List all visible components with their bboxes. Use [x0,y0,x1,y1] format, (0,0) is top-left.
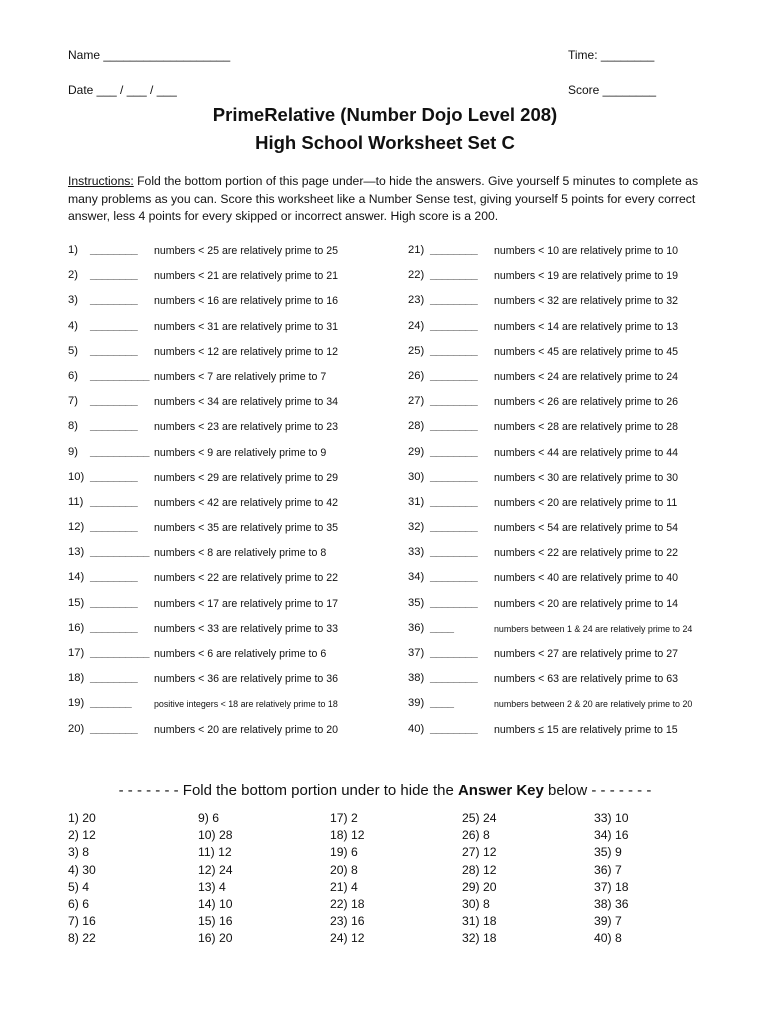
answer-blank[interactable]: __________ [90,647,150,659]
answer-key-entry: 36) 7 [594,862,622,877]
problem-number: 3) [68,294,78,307]
answer-blank[interactable]: ________ [430,269,478,282]
answer-blank[interactable]: ________ [90,495,138,508]
answer-key-entry: 11) 12 [198,845,232,860]
answer-key-entry: 39) 7 [594,914,622,929]
answer-key-entry: 34) 16 [594,828,629,843]
problem-text: numbers < 32 are relatively prime to 32 [494,295,679,308]
answer-key-entry: 8) 22 [68,931,96,946]
answer-blank[interactable]: __________ [90,445,150,458]
problem-number: 29) [408,445,425,458]
problem-row [68,269,368,294]
answer-key-entry: 29) 20 [462,879,497,894]
problem-text: numbers < 27 are relatively prime to 27 [494,648,679,660]
problem-text: numbers < 7 are relatively prime to 7 [154,370,327,383]
answer-blank[interactable]: ________ [90,319,138,332]
answer-blank[interactable]: ________ [90,470,138,483]
problem-number: 18) [68,672,85,685]
problem-number: 28) [408,420,425,433]
answer-blank[interactable]: ________ [90,269,138,282]
answer-key-entry: 9) 6 [198,811,220,825]
problem-row [408,723,708,748]
date-score-row [68,83,658,97]
problem-row [408,269,708,294]
problem-row [68,697,368,722]
problem-text: numbers < 63 are relatively prime to 63 [494,673,679,686]
answer-blank[interactable]: ________ [90,672,138,685]
name-time-row [68,48,658,62]
fold-text-bold: Answer Key [457,782,544,799]
problem-row [408,446,708,471]
answer-key-entry: 23) 16 [330,914,365,929]
problem-row [68,294,368,319]
worksheet-title: PrimeRelative (Number Dojo Level 208) [212,104,558,125]
problem-text: numbers < 12 are relatively prime to 12 [154,345,339,358]
answer-blank[interactable]: ________ [430,420,478,433]
answer-key-entry: 3) 8 [68,845,90,860]
problem-number: 5) [68,344,78,357]
answer-key-entry: 12) 24 [198,862,233,877]
problem-text: numbers < 35 are relatively prime to 35 [154,522,339,535]
answer-blank[interactable]: ________ [430,395,478,408]
answer-key-entry: 22) 18 [330,897,365,912]
problem-text: numbers < 26 are relatively prime to 26 [494,396,679,409]
answer-blank[interactable]: ________ [430,244,478,256]
answer-key-entry: 6) 6 [68,897,90,912]
problem-text: numbers < 8 are relatively prime to 8 [154,547,327,560]
problem-number: 13) [68,546,85,559]
problem-text: numbers < 17 are relatively prime to 17 [154,597,339,610]
name-field[interactable]: Name ___________________ [68,48,231,62]
problem-row [408,496,708,521]
answer-blank[interactable]: ________ [430,722,478,735]
answer-blank[interactable]: ________ [90,621,138,634]
answer-key-entry: 26) 8 [462,828,490,843]
problem-row [68,471,368,496]
problem-text: numbers < 10 are relatively prime to 10 [494,245,679,257]
answer-key-column [68,810,96,948]
problem-number: 19) [68,697,85,710]
answer-blank[interactable]: _______ [90,697,132,710]
problem-number: 16) [68,621,85,634]
problem-text: numbers < 14 are relatively prime to 13 [494,320,679,333]
answer-blank[interactable]: __________ [90,369,150,382]
answer-key-entry: 25) 24 [462,811,497,825]
answer-blank[interactable]: ________ [430,294,478,307]
answer-blank[interactable]: ________ [90,596,138,609]
problem-row [408,471,708,496]
answer-key-entry: 20) 8 [330,862,358,877]
answer-key-entry: 27) 12 [462,845,497,860]
problem-text: numbers < 19 are relatively prime to 19 [494,270,679,283]
answer-key-entry: 40) 8 [594,931,622,946]
problem-row [408,697,708,722]
answer-blank[interactable]: ________ [430,647,478,659]
problem-row [68,446,368,471]
answer-blank[interactable]: ________ [90,244,138,256]
problem-number: 36) [408,621,425,634]
fold-text-prefix: - - - - - - - Fold the bottom portion under to hide the [118,782,458,799]
problem-text: numbers < 22 are relatively prime to 22 [154,572,339,585]
answer-blank[interactable]: ________ [430,596,478,609]
problem-row [68,345,368,370]
problem-row [408,597,708,622]
problem-text: numbers < 25 are relatively prime to 25 [154,245,339,257]
answer-blank[interactable]: ________ [430,521,478,534]
answer-key-entry: 4) 30 [68,862,96,877]
problem-number: 27) [408,395,425,408]
problem-number: 30) [408,470,425,483]
answer-key-entry: 17) 2 [330,811,358,825]
problem-text: numbers ≤ 15 are relatively prime to 15 [494,723,678,736]
problem-text: numbers < 20 are relatively prime to 20 [154,723,339,736]
problem-text: numbers < 54 are relatively prime to 54 [494,522,679,535]
answer-key-entry: 32) 18 [462,931,497,946]
problem-number: 17) [68,647,85,659]
problem-row [408,320,708,345]
fold-line [0,782,770,799]
problem-row [68,672,368,697]
problem-text: numbers < 40 are relatively prime to 40 [494,572,679,585]
problem-number: 12) [68,521,85,534]
problem-number: 2) [68,269,78,282]
problem-row [408,370,708,395]
problem-row [68,370,368,395]
problem-number: 9) [68,445,78,458]
problem-text: numbers < 42 are relatively prime to 42 [154,496,339,509]
answer-blank[interactable]: ________ [90,395,138,408]
worksheet-subtitle: High School Worksheet Set C [255,132,515,153]
answer-blank[interactable]: ____ [430,621,454,634]
problem-number: 37) [408,647,425,659]
problem-number: 35) [408,596,425,609]
fold-text-suffix: below - - - - - - - [543,782,652,799]
problem-number: 24) [408,319,425,332]
problem-number: 31) [408,495,425,508]
problem-text: numbers between 2 & 20 are relatively prime to 20 [494,699,693,710]
problem-text: numbers < 33 are relatively prime to 33 [154,622,339,635]
problem-number: 38) [408,672,425,685]
answer-key-entry: 15) 16 [198,914,233,929]
problem-column-right [408,244,708,748]
answer-key-entry: 18) 12 [330,828,365,843]
problem-row [408,244,708,269]
problem-number: 40) [408,722,425,735]
problem-text: numbers < 24 are relatively prime to 24 [494,370,679,383]
problem-number: 8) [68,420,78,433]
score-field[interactable]: Score ________ [568,83,657,97]
answer-blank[interactable]: ________ [430,546,478,559]
problem-row [408,546,708,571]
answer-key-entry: 37) 18 [594,879,629,894]
answer-key-entry: 7) 16 [68,914,96,929]
problem-number: 20) [68,722,85,735]
problem-number: 6) [68,369,78,382]
problem-number: 1) [68,244,78,256]
problem-text: numbers < 23 are relatively prime to 23 [154,421,339,434]
answer-key-column [462,810,497,948]
problem-text: numbers < 20 are relatively prime to 11 [494,496,678,509]
problem-row [408,294,708,319]
instructions-label: Instructions: [68,174,134,188]
answer-blank[interactable]: ________ [430,672,478,685]
problem-row [408,420,708,445]
problem-number: 11) [68,495,84,508]
problem-row [68,395,368,420]
answer-blank[interactable]: ________ [90,420,138,433]
problem-row [68,420,368,445]
answer-blank[interactable]: ____ [430,697,454,710]
answer-key-entry: 10) 28 [198,828,233,843]
problem-number: 34) [408,571,425,584]
problem-text: numbers between 1 & 24 are relatively prime to 24 [494,623,693,634]
problem-number: 33) [408,546,425,559]
problem-text: numbers < 30 are relatively prime to 30 [494,471,679,484]
instructions-text: Fold the bottom portion of this page under—to hide the answers. Give yourself 5 minutes to complete as many problems as you can. Score this worksheet like a Number Sense test, giving yourself 5 points for every correct answer, less 4 points for every skipped or incorrect answer. High score is a 200. [68,174,699,223]
problem-number: 14) [68,571,85,584]
answer-blank[interactable]: ________ [90,571,138,584]
answer-key-entry: 33) 10 [594,811,629,825]
problem-text: numbers < 16 are relatively prime to 16 [154,295,339,308]
problem-text: numbers < 34 are relatively prime to 34 [154,396,339,409]
date-field[interactable]: Date ___ / ___ / ___ [68,83,177,97]
answer-key-entry: 5) 4 [68,879,90,894]
answer-key-entry: 35) 9 [594,845,622,860]
problem-row [408,395,708,420]
answer-key-entry: 14) 10 [198,897,233,912]
problem-number: 39) [408,697,425,710]
problem-row [68,320,368,345]
problem-row [68,571,368,596]
problem-row [408,571,708,596]
answer-blank[interactable]: ________ [430,445,478,458]
problem-text: numbers < 28 are relatively prime to 28 [494,421,679,434]
problem-text: numbers < 31 are relatively prime to 31 [154,320,339,333]
time-field[interactable]: Time: ________ [568,48,655,62]
problem-number: 21) [408,244,425,256]
answer-blank[interactable]: ________ [90,344,138,357]
answer-blank[interactable]: ________ [430,369,478,382]
problem-text: numbers < 6 are relatively prime to 6 [154,648,327,660]
problem-number: 22) [408,269,425,282]
problem-number: 32) [408,521,425,534]
problem-row [408,647,708,672]
answer-key-entry: 24) 12 [330,931,365,946]
answer-key-entry: 19) 6 [330,845,358,860]
answer-key-column [594,810,629,948]
answer-blank[interactable]: ________ [430,571,478,584]
answer-key-entry: 2) 12 [68,828,96,843]
answer-blank[interactable]: ________ [430,470,478,483]
problem-row [68,597,368,622]
instructions-paragraph [68,173,708,226]
problem-number: 4) [68,319,78,332]
answer-key-column [330,810,365,948]
problem-row [408,521,708,546]
problem-text: numbers < 22 are relatively prime to 22 [494,547,679,560]
problem-row [408,672,708,697]
answer-key-entry: 38) 36 [594,897,629,912]
problem-row [68,521,368,546]
answer-key-entry: 13) 4 [198,879,226,894]
answer-key-entry: 28) 12 [462,862,497,877]
problem-row [68,647,368,672]
problem-row [68,546,368,571]
problem-row [68,723,368,748]
problem-number: 26) [408,369,425,382]
problem-row [408,622,708,647]
answer-key-entry: 1) 20 [68,811,96,825]
problem-row [68,622,368,647]
problem-number: 23) [408,294,425,307]
answer-key-column [198,810,233,948]
answer-blank[interactable]: ________ [90,722,138,735]
problem-text: numbers < 20 are relatively prime to 14 [494,597,679,610]
problem-row [68,244,368,269]
answer-key-entry: 30) 8 [462,897,490,912]
problem-text: numbers < 21 are relatively prime to 21 [154,270,339,283]
problem-number: 7) [68,395,78,408]
problem-text: numbers < 36 are relatively prime to 36 [154,673,339,686]
answer-blank[interactable]: __________ [90,546,150,559]
problem-text: numbers < 9 are relatively prime to 9 [154,446,327,459]
problem-text: numbers < 45 are relatively prime to 45 [494,345,679,358]
answer-blank[interactable]: ________ [90,521,138,534]
problem-text: positive integers < 18 are relatively prime to 18 [154,699,338,710]
problem-number: 10) [68,470,85,483]
problem-number: 25) [408,344,425,357]
problem-row [68,496,368,521]
answer-blank[interactable]: ________ [430,495,478,508]
problem-column-left [68,244,368,748]
answer-key-entry: 21) 4 [330,879,358,894]
problem-number: 15) [68,596,85,609]
problem-text: numbers < 29 are relatively prime to 29 [154,471,339,484]
answer-key-entry: 16) 20 [198,931,233,946]
answer-blank[interactable]: ________ [430,344,478,357]
answer-blank[interactable]: ________ [90,294,138,307]
answer-blank[interactable]: ________ [430,319,478,332]
answer-key-entry: 31) 18 [462,914,497,929]
problem-text: numbers < 44 are relatively prime to 44 [494,446,679,459]
problem-row [408,345,708,370]
